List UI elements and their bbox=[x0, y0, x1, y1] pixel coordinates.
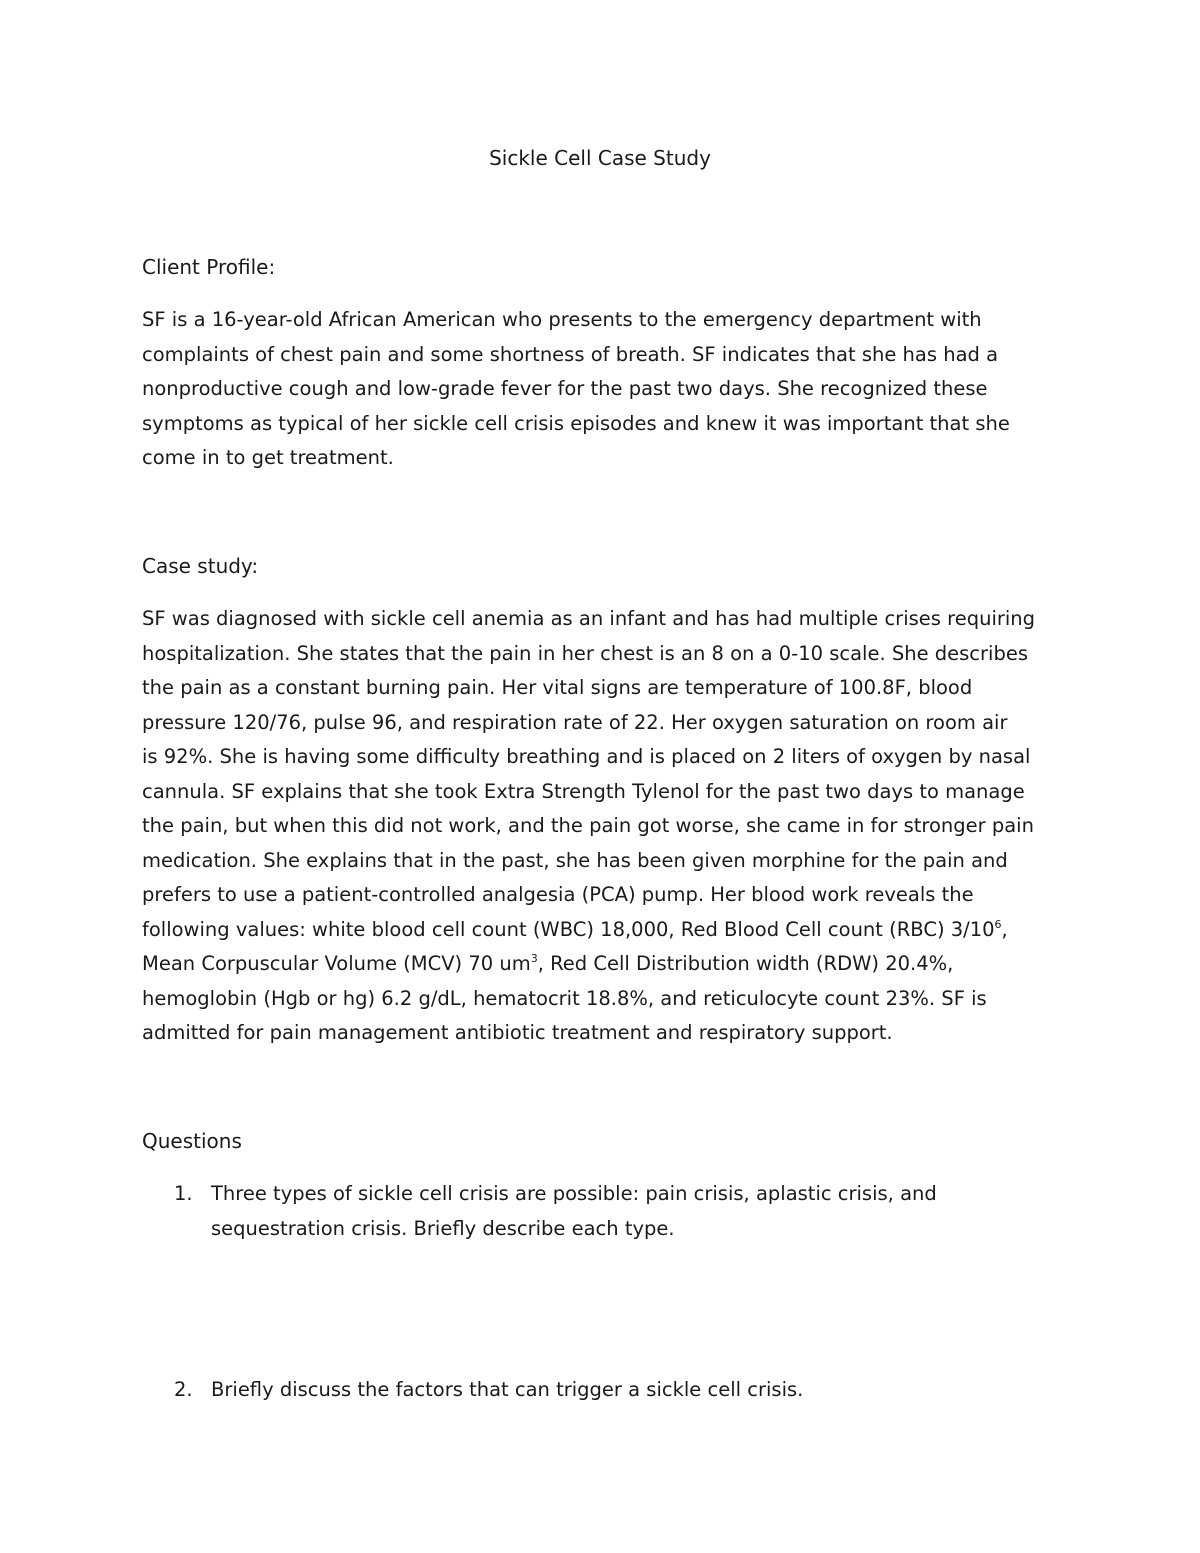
line-text: , Red Cell Distribution width (RDW) 20.4%, bbox=[537, 952, 954, 975]
question-line: Briefly discuss the factors that can trigger a sickle cell crisis. bbox=[211, 1378, 804, 1401]
paragraph-line: hemoglobin (Hgb or hg) 6.2 g/dL, hematocrit 18.8%, and reticulocyte count 23%. SF is bbox=[142, 986, 987, 1010]
paragraph-line: symptoms as typical of her sickle cell crisis episodes and knew it was important that she bbox=[142, 411, 1010, 435]
line-text: , bbox=[1001, 917, 1008, 941]
paragraph-line: complaints of chest pain and some shortness of breath. SF indicates that she has had a bbox=[142, 342, 999, 366]
question-line: sequestration crisis. Briefly describe each type. bbox=[211, 1216, 675, 1240]
case-study-heading: Case study: bbox=[142, 554, 259, 578]
paragraph-line: the pain, but when this did not work, and the pain got worse, she came in for stronger pain bbox=[142, 814, 1034, 837]
question-1-number: 1. bbox=[174, 1182, 193, 1205]
paragraph-line: admitted for pain management antibiotic treatment and respiratory support. bbox=[142, 1021, 893, 1044]
question-2-text bbox=[211, 1373, 1071, 1408]
line-text: following values: white blood cell count (WBC) 18,000, Red Blood Cell count (RBC) 3/10 bbox=[142, 917, 995, 941]
paragraph-line: is 92%. She is having some difficulty breathing and is placed on 2 liters of oxygen by nasal bbox=[142, 745, 1031, 768]
paragraph-line: hospitalization. She states that the pain in her chest is an 8 on a 0-10 scale. She describes bbox=[142, 641, 1029, 665]
question-1-text bbox=[211, 1177, 1071, 1246]
paragraph-line: prefers to use a patient-controlled analgesia (PCA) pump. Her blood work reveals the bbox=[142, 883, 974, 906]
paragraph-line bbox=[142, 913, 1082, 948]
question-line: Three types of sickle cell crisis are possible: pain crisis, aplastic crisis, and bbox=[211, 1182, 937, 1205]
paragraph-line: pressure 120/76, pulse 96, and respiration rate of 22. Her oxygen saturation on room air bbox=[142, 710, 1008, 734]
question-2-number: 2. bbox=[174, 1378, 193, 1401]
client-profile-heading: Client Profile: bbox=[142, 255, 276, 279]
paragraph-line: cannula. SF explains that she took Extra Strength Tylenol for the past two days to manage bbox=[142, 779, 1025, 803]
paragraph-line bbox=[142, 947, 1082, 982]
document-title: Sickle Cell Case Study bbox=[489, 146, 711, 170]
paragraph-line: SF was diagnosed with sickle cell anemia as an infant and has had multiple crises requiring bbox=[142, 607, 1036, 630]
client-profile-paragraph bbox=[142, 303, 1082, 476]
paragraph-line: the pain as a constant burning pain. Her vital signs are temperature of 100.8F, blood bbox=[142, 676, 973, 699]
paragraph-line: come in to get treatment. bbox=[142, 446, 394, 469]
paragraph-line: medication. She explains that in the past, she has been given morphine for the pain and bbox=[142, 848, 1008, 872]
case-study-paragraph bbox=[142, 602, 1082, 1051]
line-text: Mean Corpuscular Volume (MCV) 70 um bbox=[142, 952, 531, 975]
superscript: 6 bbox=[994, 917, 1002, 931]
superscript: 3 bbox=[530, 952, 538, 965]
paragraph-line: nonproductive cough and low-grade fever for the past two days. She recognized these bbox=[142, 377, 988, 400]
questions-heading: Questions bbox=[142, 1129, 242, 1153]
paragraph-line: SF is a 16-year-old African American who presents to the emergency department with bbox=[142, 308, 982, 331]
